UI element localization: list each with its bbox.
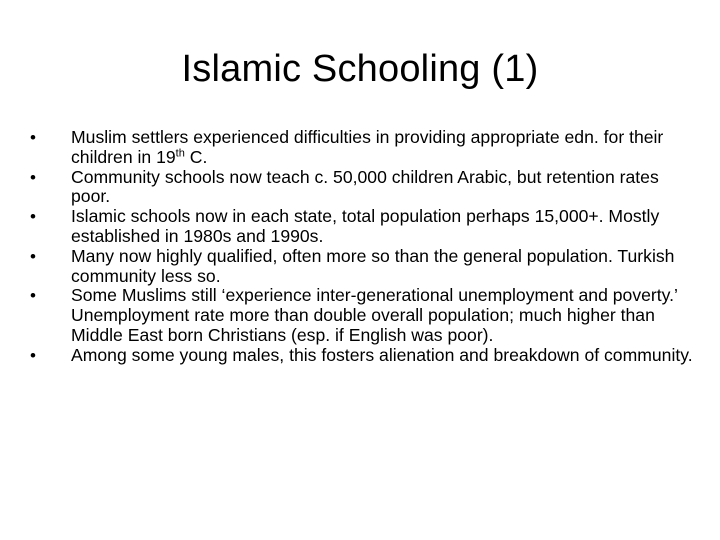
bullet-text: Islamic schools now in each state, total population perhaps 15,000+. Mostly established in 1980s and 1990s.: [71, 206, 660, 246]
bullet-text: Muslim settlers experienced difficulties in providing appropriate edn. for their children in 19: [71, 127, 664, 167]
bullet-list: [30, 128, 695, 366]
bullet-text: Some Muslims still ‘experience inter-generational unemployment and poverty.’ Unemployment rate more than double overall population; much higher than Middle East born Christians (esp. if English was poor).: [71, 285, 678, 345]
bullet-icon: •: [30, 345, 36, 365]
bullet-item: [30, 286, 695, 345]
bullet-superscript: th: [175, 147, 185, 160]
bullet-item: [30, 207, 695, 247]
bullet-text: Community schools now teach c. 50,000 children Arabic, but retention rates poor.: [71, 166, 659, 207]
bullet-icon: •: [30, 128, 36, 147]
bullet-item: [30, 128, 695, 168]
bullet-icon: •: [30, 246, 36, 266]
bullet-icon: •: [30, 207, 36, 227]
bullet-text-end: C.: [184, 146, 208, 167]
bullet-item: [30, 346, 695, 366]
bullet-icon: •: [30, 167, 36, 187]
bullet-text: Many now highly qualified, often more so than the general population. Turkish community less so.: [71, 245, 675, 286]
bullet-item: [30, 168, 695, 208]
bullet-icon: •: [30, 286, 36, 306]
bullet-text: Among some young males, this fosters alienation and breakdown of community.: [71, 344, 693, 365]
slide-title: Islamic Schooling (1): [181, 48, 539, 90]
bullet-item: [30, 247, 695, 287]
